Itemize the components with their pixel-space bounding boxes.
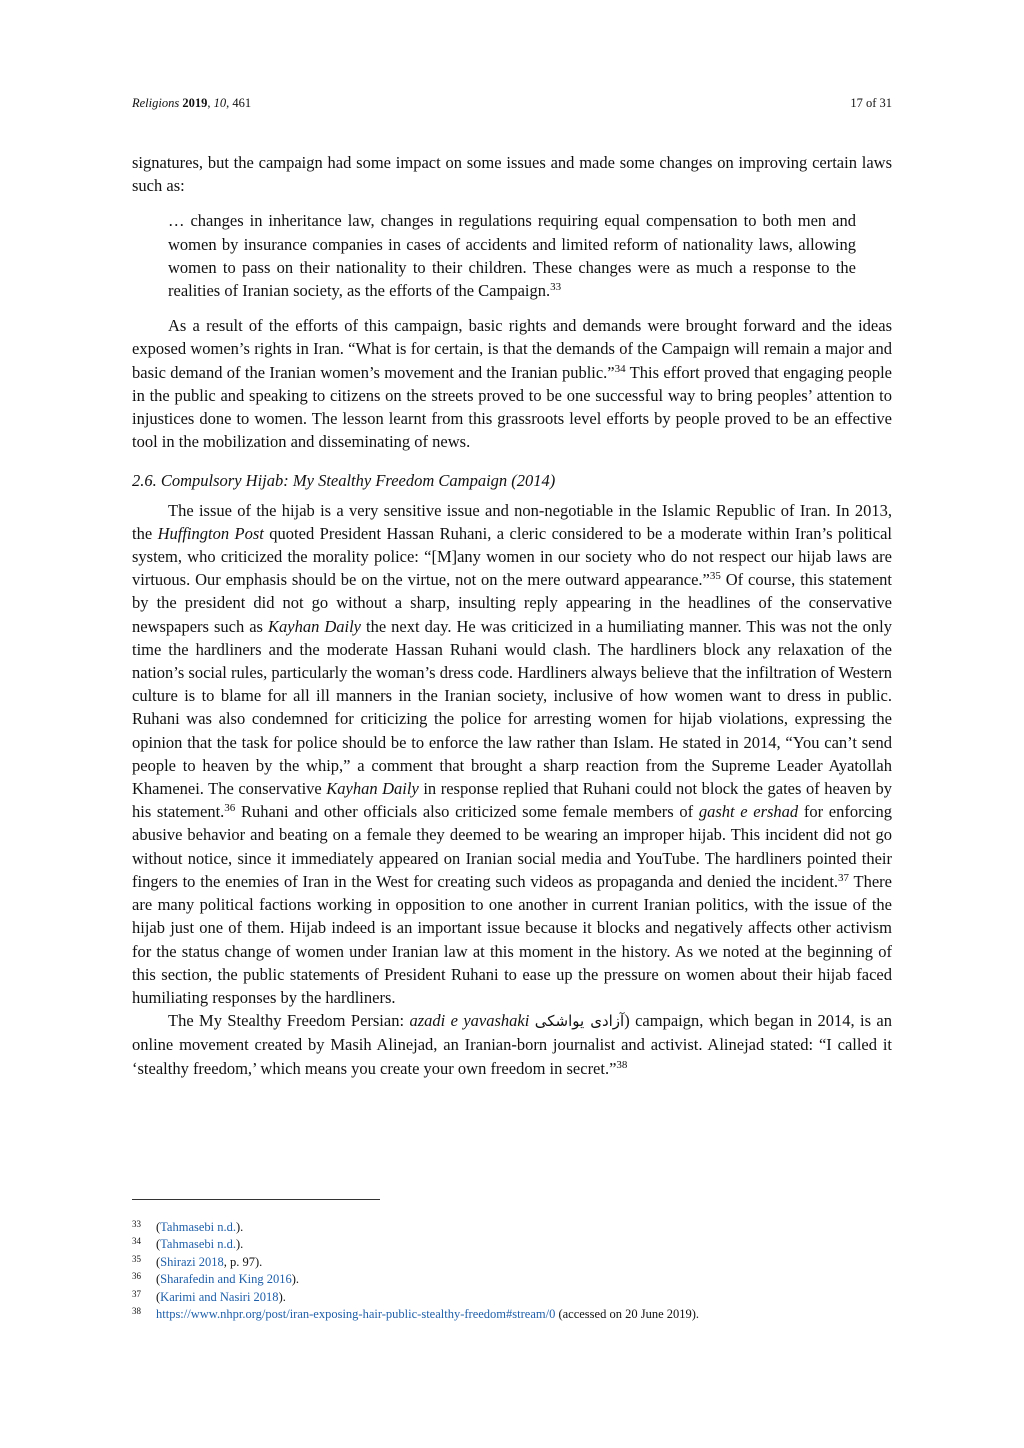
footnote-35: 35 (Shirazi 2018, p. 97). — [132, 1253, 263, 1269]
section-heading: 2.6. Compulsory Hijab: My Stealthy Freedom Campaign (2014) — [132, 471, 556, 491]
footnote-33: 33 (Tahmasebi n.d.). — [132, 1219, 244, 1234]
citation-link[interactable]: Sharafedin and King 2016 — [160, 1272, 292, 1287]
footnotes — [132, 1219, 892, 1323]
paragraph-continuation: signatures, but the campaign had some impact on some issues and made some changes on improving certain laws such as: — [132, 153, 892, 196]
paragraph-stealthy-freedom: The My Stealthy Freedom Persian: azadi e yavashaki آزادی یواشکی) campaign, which began in 2014, is an online movement created by Masih Alinejad, an Iranian-born journalist and activist. Alinejad stated: “I called it ‘stealthy freedom,’ which means you create your own freedom in secret.”$^{38}$ — [132, 1011, 892, 1078]
footnote-36: 36 (Sharafedin and King 2016). — [132, 1271, 300, 1287]
footnote-ref-35[interactable]: 35 — [709, 570, 721, 583]
footnote-ref-34[interactable]: 34 — [614, 362, 626, 375]
running-header — [132, 96, 892, 111]
footnote-ref-37[interactable]: 37 — [838, 871, 850, 884]
citation-link[interactable]: Shirazi 2018 — [160, 1254, 224, 1269]
footnote-38: 38 https://www.nhpr.org/post/iran-exposing-hair-public-stealthy-freedom#stream/0 (accessed on 20 June 2019). — [132, 1306, 700, 1322]
paragraph-campaign-results: As a result of the efforts of this campaign, basic rights and demands were brought forward and the ideas exposed women’s rights in Iran. “What is for certain, is that the demands of the Campaign will remain a major and basic demand of the Iranian women’s movement and the Iranian public.”$^{34}$ This effort proved that engaging people in the public and speaking to citizens on the streets proved to be one successful way to bring peoples’ attention to injustices done to women. The lesson learnt from this grassroots level efforts by people proved to be an effective tool in the mobilization and disseminating of news. — [132, 316, 892, 452]
footnote-ref-38[interactable]: 38 — [616, 1058, 628, 1071]
paragraph-hijab: The issue of the hijab is a very sensitive issue and non-negotiable in the Islamic Republic of Iran. In 2013, the Huffington Post quoted President Hassan Ruhani, a cleric considered to be a moderate within Iran’s political system, who criticized the morality police: “[M]any women in our society who do not respect our hijab laws are virtuous. Our emphasis should be on the virtue, not on the mere outward appearance.”$^{35}$ Of course, this statement by the president did not go without a sharp, insulting reply appearing in the headlines of the conservative newspapers such as Kayhan Daily the next day. He was criticized in a humiliating manner. This was not the only time the hardliners and the moderate Hassan Ruhani would clash. The hardliners block any relaxation of the nation’s social rules, particularly the woman’s dress code. Hardliners always believe that the infiltration of Western culture is to blame for all ill manners in the Iranian society, inclusive of how women want to dress in public. Ruhani was also condemned for criticizing the police for arresting women for hijab violations, expressing the opinion that the task for police should be to enforce the law rather than Islam. He stated in 2014, “You can’t send people to heaven by the whip,” a comment that brought a sharp reaction from the Supreme Leader Ayatollah Khamenei. The conservative Kayhan Daily in response replied that Ruhani could not block the gates of heaven by his statement.$^{36}$ Ruhani and other officials also criticized some female members of gasht e ershad for enforcing abusive behavior and beating on a female they deemed to be wearing an improper hijab. This incident did not go without notice, since it immediately appeared on Iranian social media and YouTube. The hardliners pointed their fingers to the enemies of Iran in the West for creating such videos as propaganda and denied the incident.$^{37}$ There are many political factions working in opposition to one another in current Iranian politics, with the issue of the hijab just one of them. Hijab indeed is an important issue because it blocks and negatively affects other activism for the status change of women under Iranian law at this moment in the history. As we noted at the beginning of this section, the public statements of President Ruhani to ease up the pressure on women about their hijab faced humiliating responses by the hardliners. — [132, 500, 893, 1007]
footnote-ref-33[interactable]: 33 — [550, 281, 562, 294]
citation-link[interactable]: Tahmasebi n.d. — [160, 1237, 237, 1252]
footnote-ref-36[interactable]: 36 — [224, 802, 236, 815]
journal-citation: Religions 2019, 10, 461 — [132, 96, 252, 110]
footnote-34: 34 (Tahmasebi n.d.). — [132, 1236, 244, 1252]
citation-link[interactable]: Karimi and Nasiri 2018 — [160, 1289, 279, 1304]
footnote-37: 37 (Karimi and Nasiri 2018). — [132, 1288, 286, 1304]
page-number: 17 of 31 — [850, 96, 892, 110]
citation-link[interactable]: Tahmasebi n.d. — [160, 1220, 237, 1234]
url-link[interactable]: https://www.nhpr.org/post/iran-exposing-hair-public-stealthy-freedom#stream/0 — [156, 1307, 556, 1322]
persian-text: آزادی یواشکی — [534, 1012, 625, 1031]
block-quote: … changes in inheritance law, changes in regulations requiring equal compensation to both men and women by insurance companies in cases of accidents and limited reform of nationality laws, allowing women to pass on their nationality to their children. These changes were as much a response to the realities of Iranian society, as the efforts of the Campaign.$^{33}$ — [168, 211, 856, 301]
footnote-divider — [132, 1199, 380, 1200]
article-body — [132, 151, 892, 1080]
